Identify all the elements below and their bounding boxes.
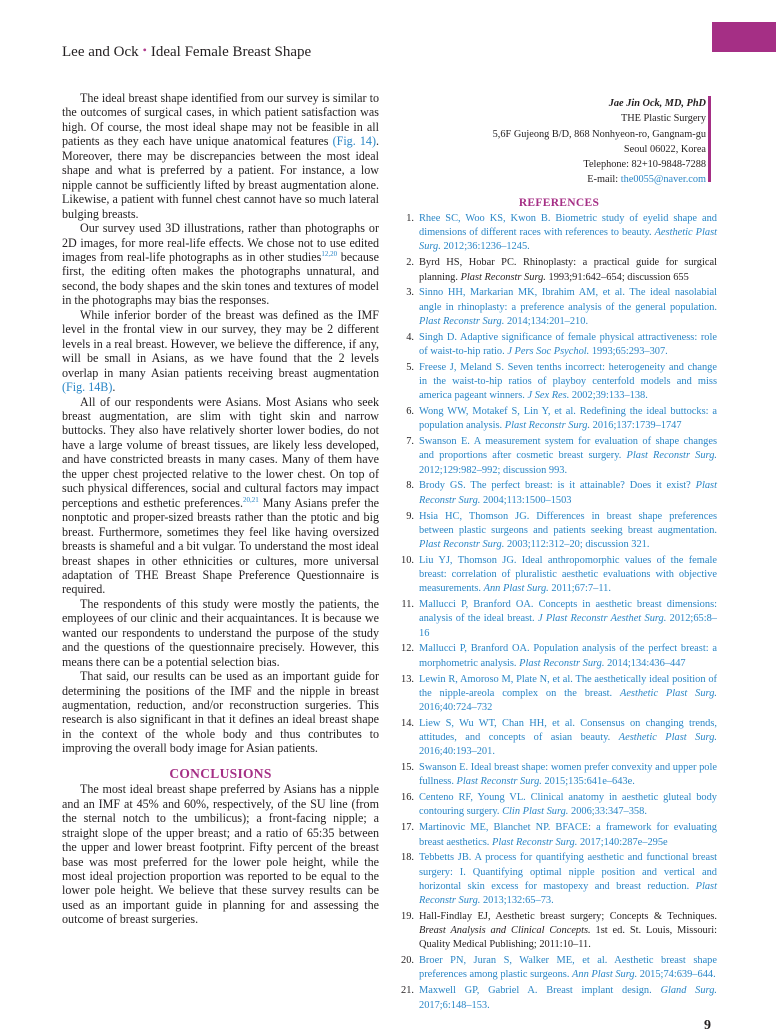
reference-item bbox=[395, 479, 717, 507]
reference-item bbox=[395, 791, 717, 819]
reference-run: 1993;65:293–307. bbox=[589, 345, 668, 357]
journal-name: Plast Reconstr Surg. bbox=[492, 836, 578, 848]
reference-text[interactable] bbox=[419, 718, 717, 757]
text-run: The respondents of this study were mostly the patients, the employees of our clinic and their acquaintances. It is because we wanted our respondents to understand the purpose of the study and the questions of the questionnaire precisely. However, this means there can be a potential selection bias. bbox=[62, 596, 379, 669]
text-run: Many Asians prefer the nonptotic and proper-sized breasts rather than the ptotic and big breast. Furthermore, sometimes they feel like having oversized breasts is shameful and a bit vulgar. To understand the most ideal breast shapes in other ethnicities or cultures, more universal adaptation of THE Breast Shape Preference Questionnaire is required. bbox=[62, 495, 379, 597]
reference-number: 6. bbox=[406, 406, 414, 418]
reference-item bbox=[395, 598, 717, 641]
reference-run: 2004;113:1500–1503 bbox=[480, 494, 572, 506]
journal-name: Breast Analysis and Clinical Concepts. bbox=[419, 925, 591, 937]
reference-run: 2012;36:1236–1245. bbox=[440, 241, 530, 253]
reference-run: 2014;134:201–210. bbox=[504, 315, 589, 327]
figure-ref-link[interactable]: (Fig. 14) bbox=[332, 134, 376, 149]
reference-run: 2013;132:65–73. bbox=[480, 895, 554, 907]
reference-item bbox=[395, 331, 717, 359]
journal-name: Ann Plast Surg. bbox=[572, 969, 638, 981]
reference-text[interactable] bbox=[419, 406, 717, 431]
reference-number: 19. bbox=[401, 910, 414, 922]
reference-run: 2017;6:148–153. bbox=[419, 999, 490, 1011]
reference-run: Swanson E. Ideal breast shape: women prefer convexity and upper pole fullness. bbox=[419, 762, 717, 788]
body-paragraphs bbox=[62, 91, 379, 756]
reference-text[interactable] bbox=[419, 643, 717, 668]
body-paragraph bbox=[62, 597, 379, 669]
reference-run: 1993;91:642–654; discussion 655 bbox=[545, 271, 689, 283]
reference-run: Mallucci P, Branford OA. Concepts in aesthetic breast dimensions: analysis of the ideal breast. bbox=[419, 599, 717, 625]
reference-number: 4. bbox=[406, 331, 414, 343]
reference-item bbox=[395, 286, 717, 329]
reference-item bbox=[395, 405, 717, 433]
reference-run: Martinovic ME, Blanchet NP. BFACE: a framework for evaluating breast aesthetics. bbox=[419, 822, 717, 848]
running-header bbox=[62, 43, 311, 61]
reference-run: Broer PN, Juran S, Walker ME, et al. Aesthetic breast shape preferences among plastic surgeons. bbox=[419, 955, 717, 981]
body-paragraph bbox=[62, 395, 379, 597]
text-run: because first, the editing often makes the photographs unnatural, and second, the body shapes and the skin tones and textures of model in the photographs may bias the responses. bbox=[62, 249, 379, 308]
text-run: The ideal breast shape identified from our survey is similar to the outcomes of surgical cases, in which patient satisfaction was high. Of course, the most ideal shape may not be feasible in all patients as they each have unique anatomical features bbox=[62, 91, 379, 149]
reference-text[interactable] bbox=[419, 599, 717, 638]
reference-item bbox=[395, 673, 717, 716]
reference-run: 2016;137:1739–1747 bbox=[590, 420, 682, 432]
reference-run: 2006;33:347–358. bbox=[568, 806, 647, 818]
reference-item bbox=[395, 717, 717, 760]
reference-run: Liu YJ, Thomson JG. Ideal anthropomorphic values of the female breast: correlation of pluralistic aesthetic evaluations with objective measurements. bbox=[419, 554, 717, 595]
reference-number: 12. bbox=[401, 643, 414, 655]
references-heading: REFERENCES bbox=[518, 197, 600, 209]
body-paragraph bbox=[62, 308, 379, 395]
page-number: 9 bbox=[704, 1018, 711, 1033]
reference-run: Sinno HH, Markarian MK, Ibrahim AM, et al. The ideal nasolabial angle in rhinoplasty: a preference analysis of the general population. bbox=[419, 287, 717, 313]
journal-name: Gland Surg. bbox=[660, 985, 717, 997]
text-run: Our survey used 3D illustrations, rather than photographs or 2D images, for more real-life effects. We chose not to use edited images from real-life photographs as in other studies bbox=[62, 221, 379, 264]
journal-name: Plast Reconstr Surg. bbox=[460, 271, 546, 283]
journal-name: Plast Reconstr Surg. bbox=[419, 880, 717, 907]
reference-number: 15. bbox=[401, 762, 414, 774]
reference-run: 2017;140:287e–295e bbox=[577, 836, 668, 848]
text-run: While inferior border of the breast was defined as the IMF level in the frontal view in our survey, they may be 2 different levels in a real breast. However, we believe the difference, if any, will be small in Asians, as we have found that the 2 levels overlap in many Asian patients receiving breast augmentation bbox=[62, 307, 379, 380]
header-separator: • bbox=[142, 43, 147, 57]
text-run: All of our respondents were Asians. Most Asians who seek breast augmentation, are slim with tight skin and narrow buttocks. They also have relatively shorter lower bodies, do not have a large volume of breast tissues, are likely less developed, and have constricted breasts in many cases. Many of them have the upper chest projected relative to the lower chest. On top of such physical differences, social and cultural factors may impact perceptions and esthetic preferences. bbox=[62, 394, 379, 510]
journal-name: Plast Reconstr Surg. bbox=[504, 420, 591, 432]
conclusions-paragraph: The most ideal breast shape preferred by Asians has a nipple and an IMF at 45% and 60%, respectively, of the SU line (from the sternal notch to the umbilicus); a front-facing nipple; a straight slope of the upper breast; and a ratio of 65:35 between the upper and lower breast footprint. Fifty percent of the breast base was most preferred for the lower pole height, while the most ideal projection proportion was reported to be equal to the lower pole height. We believe that these survey results can be used as an important guide in planning for and assessing the outcome of breast surgeries. bbox=[62, 782, 379, 927]
reference-number: 14. bbox=[401, 717, 414, 729]
citation-sup[interactable]: 20,21 bbox=[243, 495, 259, 504]
reference-item bbox=[395, 910, 717, 953]
reference-number: 16. bbox=[401, 792, 414, 804]
reference-number: 3. bbox=[406, 287, 414, 299]
header-authors: Lee and Ock bbox=[62, 44, 139, 60]
reference-run: 2012;129:982–992; discussion 993. bbox=[419, 464, 568, 476]
reference-text[interactable] bbox=[419, 792, 717, 817]
email-label: E-mail: bbox=[587, 174, 621, 186]
reference-item bbox=[395, 984, 717, 1012]
journal-name: Plast Reconstr Surg. bbox=[419, 480, 717, 506]
reference-number: 17. bbox=[401, 822, 414, 834]
reference-run: 2011;67:7–11. bbox=[548, 583, 611, 595]
reference-text[interactable] bbox=[419, 511, 717, 550]
correspondence-block bbox=[376, 96, 714, 188]
reference-text[interactable] bbox=[419, 674, 717, 713]
reference-run: Rhee SC, Woo KS, Kwon B. Biometric study of eyelid shape and dimensions of different races with references to beauty. bbox=[419, 213, 717, 239]
email-link[interactable]: the0055@naver.com bbox=[620, 174, 706, 186]
reference-run: Brody GS. The perfect breast: is it attainable? Does it exist? bbox=[419, 480, 696, 492]
reference-run: 2002;39:133–138. bbox=[569, 390, 648, 402]
journal-name: J Sex Res. bbox=[527, 390, 570, 402]
reference-text[interactable] bbox=[419, 480, 717, 505]
reference-item bbox=[395, 954, 717, 982]
journal-name: Aesthetic Plast Surg. bbox=[619, 687, 717, 699]
reference-run: 1st ed. St. Louis, Missouri: Quality Medical Publishing; 2011:10–11. bbox=[419, 925, 717, 951]
reference-run: Wong WW, Motakef S, Lin Y, et al. Redefining the ideal buttocks: a population analysis. bbox=[419, 406, 717, 432]
reference-number: 10. bbox=[401, 554, 414, 566]
text-run: . Moreover, there may be discrepancies between the most ideal shape and what is preferred by a patient. For instance, a low nipple cannot be sufficiently lifted by breast augmentation alone. Likewise, a patient with funnel chest cannot have so much lateral bulging breasts. bbox=[62, 134, 380, 221]
citation-sup[interactable]: 12,20 bbox=[321, 249, 338, 258]
reference-number: 8. bbox=[406, 480, 414, 492]
reference-number: 5. bbox=[406, 361, 414, 373]
reference-number: 21. bbox=[401, 985, 414, 997]
journal-name: Aesthetic Plast Surg. bbox=[419, 227, 717, 253]
reference-run: Hsia HC, Thomson JG. Differences in breast shape preferences between plastic surgeons and patients seeking breast augmentation. bbox=[419, 510, 717, 536]
reference-run: 2012;65:8–16 bbox=[419, 613, 717, 639]
reference-text[interactable] bbox=[419, 213, 717, 252]
correspondence-name: Jae Jin Ock, MD, PhD bbox=[608, 98, 706, 109]
reference-item bbox=[395, 435, 717, 478]
correspondence-org: THE Plastic Surgery bbox=[620, 113, 706, 125]
reference-text[interactable] bbox=[419, 332, 717, 357]
reference-text[interactable] bbox=[419, 436, 717, 475]
reference-text[interactable] bbox=[419, 822, 717, 847]
reference-number: 13. bbox=[401, 673, 414, 685]
reference-run: Freese J, Meland S. Seven tenths incorrect: heterogeneity and change in the waist-to-hip ratios of playboy centerfold models and miss america pageant winners. bbox=[419, 361, 717, 402]
body-paragraph bbox=[62, 669, 379, 756]
reference-run: 2016;40:193–201. bbox=[419, 746, 495, 758]
reference-number: 20. bbox=[401, 955, 414, 967]
reference-item bbox=[395, 821, 717, 849]
reference-run: Singh D. Adaptive significance of female physical attractiveness: role of waist-to-hip ratio. bbox=[419, 331, 717, 357]
reference-run: 2014;134:436–447 bbox=[604, 657, 686, 669]
reference-text[interactable] bbox=[419, 555, 717, 594]
reference-item bbox=[395, 510, 717, 553]
reference-run: 2003;112:312–20; discussion 321. bbox=[504, 538, 650, 550]
reference-run: 2015;74:639–644. bbox=[637, 969, 716, 981]
reference-run: Liew S, Wu WT, Chan HH, et al. Consensus on changing trends, attitudes, and concepts of asian beauty. bbox=[419, 717, 717, 744]
header-title: Ideal Female Breast Shape bbox=[150, 44, 312, 60]
references-list bbox=[395, 212, 717, 1014]
journal-name: Plast Reconstr Surg. bbox=[519, 657, 605, 669]
reference-number: 1. bbox=[406, 213, 414, 224]
reference-run: Tebbetts JB. A process for quantifying aesthetic and functional breast surgery: I. Quantifying optimal nipple position and vertical and horizontal skin excess for mastopexy and breast reduction. bbox=[419, 852, 717, 892]
reference-number: 9. bbox=[406, 510, 414, 522]
journal-name: J Pers Soc Psychol. bbox=[507, 345, 590, 357]
journal-name: J Plast Reconstr Aesthet Surg. bbox=[537, 613, 667, 625]
correspondence-phone: Telephone: 82+10-9848-7288 bbox=[583, 159, 706, 171]
reference-number: 18. bbox=[401, 852, 414, 864]
reference-text bbox=[419, 257, 717, 282]
journal-name: Plast Reconstr Surg. bbox=[456, 776, 542, 788]
section-tab bbox=[712, 22, 776, 52]
reference-run: Centeno RF, Young VL. Clinical anatomy in aesthetic gluteal body contouring surgery. bbox=[419, 792, 717, 818]
reference-run: 2016;40:724–732 bbox=[419, 701, 493, 713]
reference-number: 2. bbox=[406, 257, 414, 269]
reference-run: Swanson E. A measurement system for evaluation of shape changes and proportions after cosmetic breast surgery. bbox=[419, 436, 717, 462]
reference-text[interactable] bbox=[419, 852, 717, 906]
reference-item bbox=[395, 554, 717, 597]
figure-ref-link[interactable]: (Fig. 14B) bbox=[62, 380, 113, 395]
reference-run: Hall-Findlay EJ, Aesthetic breast surgery; Concepts & Techniques. bbox=[419, 910, 717, 922]
reference-text[interactable] bbox=[419, 287, 717, 326]
journal-name: Plast Reconstr Surg. bbox=[419, 538, 505, 550]
correspondence-address1: 5,6F Gujeong B/D, 868 Nonhyeon-ro, Gangnam-gu bbox=[492, 128, 706, 140]
correspondence-email-line bbox=[376, 172, 706, 187]
body-column bbox=[62, 91, 379, 927]
text-run: That said, our results can be used as an important guide for determining the positions of the IMF and the nipple in breast augmentation, reduction, and/or reconstruction surgeries. This research is also significant in that it defines an ideal breast shape in the context of the whole body and thus contributes to improving the overall body image for Asian patients. bbox=[62, 669, 379, 756]
reference-run: Lewin R, Amoroso M, Plate N, et al. The aesthetically ideal position of the nipple-areola complex on the breast. bbox=[419, 673, 717, 699]
reference-item bbox=[395, 851, 717, 908]
body-paragraph bbox=[62, 221, 379, 308]
reference-run: Mallucci P, Branford OA. Population analysis of the perfect breast: a morphometric analysis. bbox=[419, 643, 717, 669]
reference-item bbox=[395, 761, 717, 789]
reference-run: 2015;135:641e–643e. bbox=[541, 776, 635, 788]
reference-text bbox=[419, 911, 717, 950]
text-run: . bbox=[112, 380, 116, 395]
conclusions-heading: CONCLUSIONS bbox=[169, 765, 272, 781]
reference-run: Byrd HS, Hobar PC. Rhinoplasty: a practical guide for surgical planning. bbox=[419, 257, 717, 283]
body-paragraph bbox=[62, 91, 379, 221]
reference-text[interactable] bbox=[419, 985, 717, 1010]
reference-item bbox=[395, 212, 717, 255]
journal-name: Plast Reconstr Surg. bbox=[419, 315, 505, 327]
reference-text[interactable] bbox=[419, 955, 717, 980]
reference-run: Maxwell GP, Gabriel A. Breast implant design. bbox=[419, 985, 661, 997]
reference-number: 7. bbox=[406, 436, 414, 448]
reference-item bbox=[395, 361, 717, 404]
journal-name: Aesthetic Plast Surg. bbox=[618, 732, 717, 744]
journal-name: Ann Plast Surg. bbox=[483, 583, 549, 595]
reference-text[interactable] bbox=[419, 762, 717, 787]
journal-name: Plast Reconstr Surg. bbox=[626, 450, 717, 462]
reference-item bbox=[395, 642, 717, 670]
correspondence-address2: Seoul 06022, Korea bbox=[623, 143, 706, 155]
reference-text[interactable] bbox=[419, 362, 717, 401]
reference-item bbox=[395, 256, 717, 284]
reference-number: 11. bbox=[401, 599, 414, 611]
journal-name: Clin Plast Surg. bbox=[502, 806, 569, 818]
